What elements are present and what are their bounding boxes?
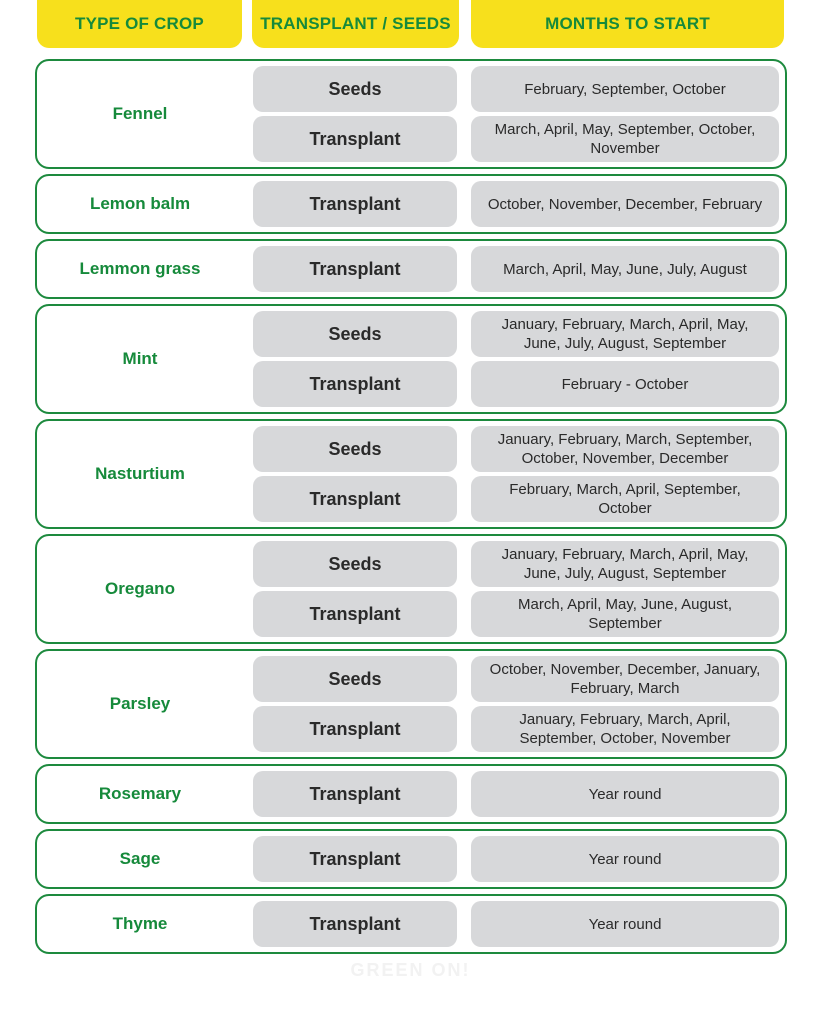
crop-table — [35, 59, 787, 959]
months-cell: January, February, March, April, May, June, July, August, September — [471, 311, 779, 357]
months-cell: March, April, May, September, October, November — [471, 116, 779, 162]
watermark: GREEN ON! — [350, 960, 471, 980]
crop-group — [35, 304, 787, 414]
months-cell: February - October — [471, 361, 779, 407]
method-cell: Transplant — [253, 116, 457, 162]
crop-name: Sage — [119, 849, 161, 868]
months-cell: January, February, March, April, September, October, November — [471, 706, 779, 752]
crop-name: Mint — [122, 349, 158, 368]
crop-group — [35, 59, 787, 169]
months-cell: February, September, October — [471, 66, 779, 112]
table-row — [243, 361, 785, 407]
crop-group — [35, 239, 787, 299]
table-row — [243, 311, 785, 357]
table-row — [243, 591, 785, 637]
table-header — [37, 0, 785, 48]
months-cell: February, March, April, September, October — [471, 476, 779, 522]
months-cell: January, February, March, September, October, November, December — [471, 426, 779, 472]
method-cell: Transplant — [253, 706, 457, 752]
crop-name: Parsley — [109, 694, 171, 713]
crop-group — [35, 894, 787, 954]
table-row — [243, 836, 785, 882]
table-row — [243, 541, 785, 587]
crop-rows — [243, 536, 785, 642]
table-row — [243, 771, 785, 817]
crop-rows — [243, 306, 785, 412]
method-cell: Transplant — [253, 836, 457, 882]
crop-name: Lemmon grass — [79, 259, 201, 278]
crop-rows — [243, 896, 785, 952]
crop-group — [35, 829, 787, 889]
crop-rows — [243, 651, 785, 757]
method-cell: Transplant — [253, 181, 457, 227]
crop-name: Thyme — [112, 914, 168, 933]
crop-name: Lemon balm — [89, 194, 191, 213]
months-cell: January, February, March, April, May, June, July, August, September — [471, 541, 779, 587]
table-row — [243, 246, 785, 292]
method-cell: Transplant — [253, 591, 457, 637]
crop-rows — [243, 176, 785, 232]
table-row — [243, 116, 785, 162]
crop-rows — [243, 831, 785, 887]
method-cell: Transplant — [253, 771, 457, 817]
table-row — [243, 181, 785, 227]
method-cell: Transplant — [253, 901, 457, 947]
table-row — [243, 476, 785, 522]
months-cell: October, November, December, February — [471, 181, 779, 227]
method-cell: Seeds — [253, 311, 457, 357]
crop-rows — [243, 241, 785, 297]
months-cell: October, November, December, January, February, March — [471, 656, 779, 702]
crop-group — [35, 764, 787, 824]
crop-name: Oregano — [105, 579, 175, 598]
table-row — [243, 706, 785, 752]
header-crop-type: TYPE OF CROP — [37, 0, 242, 48]
crop-name: Nasturtium — [95, 464, 185, 483]
months-cell: March, April, May, June, July, August — [471, 246, 779, 292]
crop-group — [35, 174, 787, 234]
header-transplant-seeds: TRANSPLANT / SEEDS — [252, 0, 459, 48]
header-months-to-start: MONTHS TO START — [471, 0, 784, 48]
crop-rows — [243, 766, 785, 822]
months-cell: March, April, May, June, August, September — [471, 591, 779, 637]
crop-group — [35, 649, 787, 759]
crop-name: Fennel — [112, 104, 168, 123]
table-row — [243, 426, 785, 472]
method-cell: Transplant — [253, 246, 457, 292]
months-cell: Year round — [471, 836, 779, 882]
table-row — [243, 656, 785, 702]
months-cell: Year round — [471, 901, 779, 947]
crop-group — [35, 534, 787, 644]
table-row — [243, 66, 785, 112]
months-cell: Year round — [471, 771, 779, 817]
method-cell: Seeds — [253, 426, 457, 472]
method-cell: Seeds — [253, 541, 457, 587]
crop-group — [35, 419, 787, 529]
crop-rows — [243, 61, 785, 167]
crop-name: Rosemary — [98, 784, 182, 803]
crop-rows — [243, 421, 785, 527]
method-cell: Transplant — [253, 476, 457, 522]
table-row — [243, 901, 785, 947]
method-cell: Transplant — [253, 361, 457, 407]
method-cell: Seeds — [253, 656, 457, 702]
method-cell: Seeds — [253, 66, 457, 112]
